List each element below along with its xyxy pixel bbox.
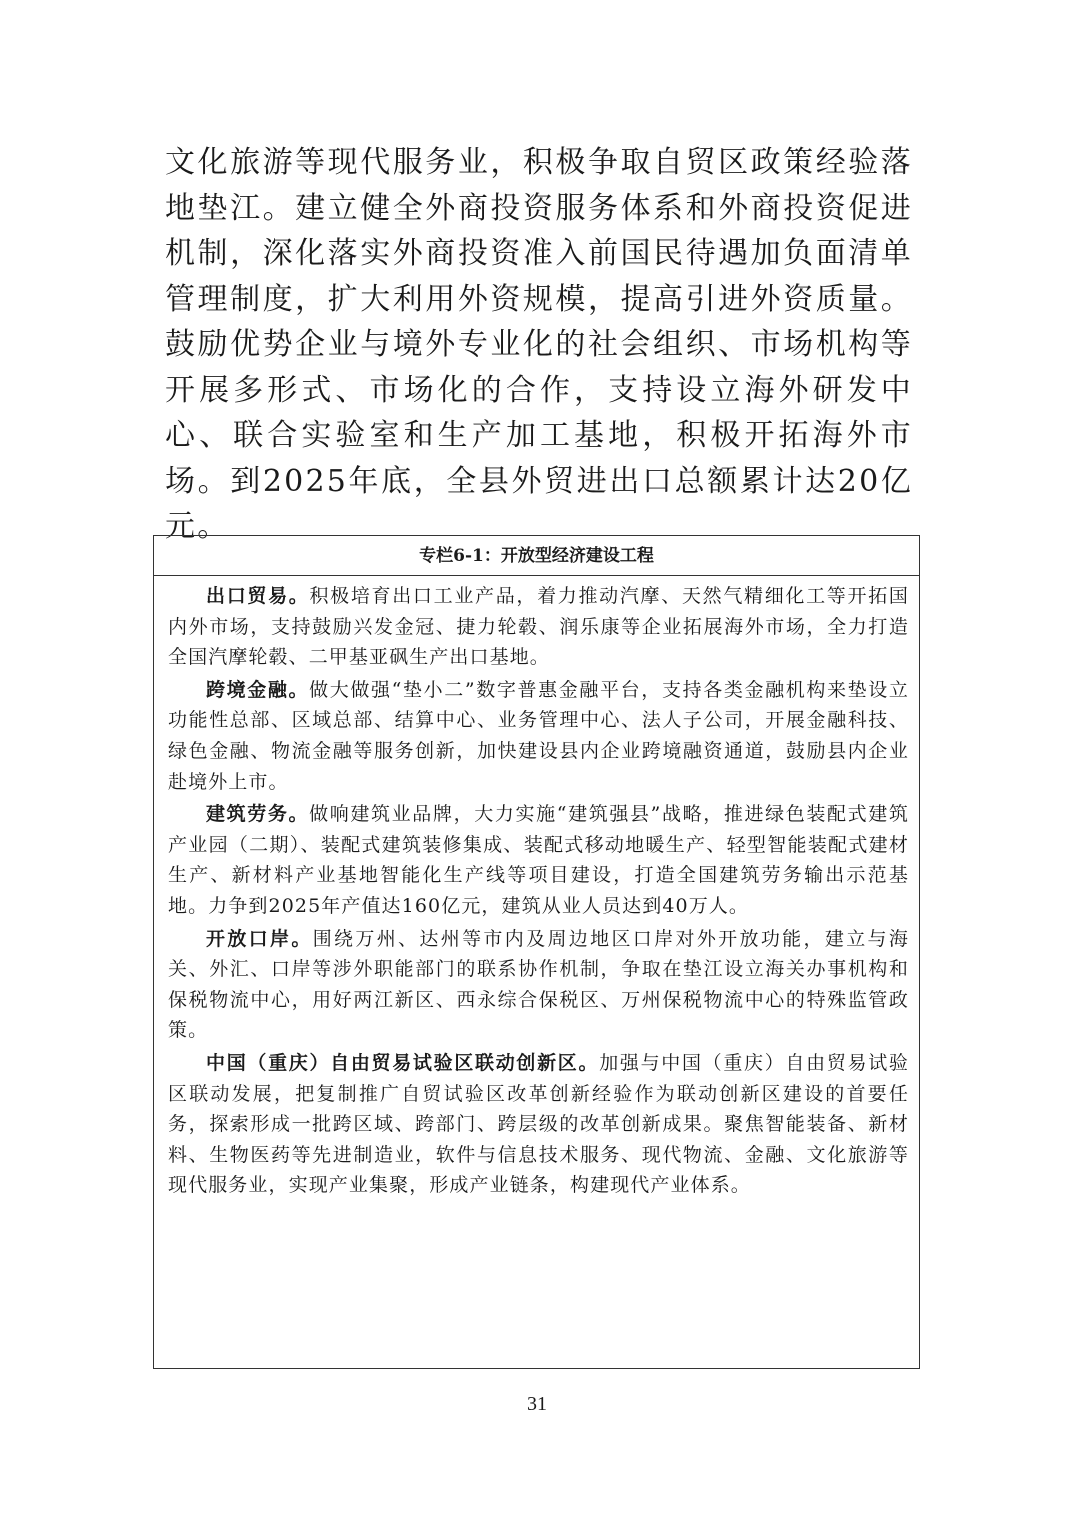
item-text: 做响建筑业品牌，大力实施“建筑强县”战略，推进绿色装配式建筑产业园（二期）、装配式建筑装修集成、装配式移动地暖生产、轻型智能装配式建材生产、新材料产业基地智能化生产线等项目建设，打造全国建筑劳务输出示范基地。力争到2025年产值达160亿元，建筑从业人员达到40万人。 [168,803,909,917]
item-lead: 出口贸易。 [206,585,310,607]
item-lead: 开放口岸。 [206,927,313,950]
item-text: 加强与中国（重庆）自由贸易试验区联动发展，把复制推广自贸试验区改革创新经验作为联动创新区建设的首要任务，探索形成一批跨区域、跨部门、跨层级的改革创新成果。聚焦智能装备、新材料、生物医药等先进制造业，软件与信息技术服务、现代物流、金融、文化旅游等现代服务业，实现产业集聚，形成产业链条，构建现代产业体系。 [168,1051,909,1197]
page-number: 31 [527,1393,547,1415]
box-item-construction-labor [168,797,909,921]
item-text: 做大做强“垫小二”数字普惠金融平台，支持各类金融机构来垫设立功能性总部、区域总部、结算中心、业务管理中心、法人子公司，开展金融科技、绿色金融、物流金融等服务创新，加快建设县内企业跨境融资通道，鼓励县内企业赴境外上市。 [168,678,909,793]
item-lead: 中国（重庆）自由贸易试验区联动创新区。 [206,1051,600,1074]
box-item-export-trade [168,579,909,673]
box-item-open-port [168,922,909,1046]
item-text: 围绕万州、达州等市内及周边地区口岸对外开放功能，建立与海关、外汇、口岸等涉外职能部门的联系协作机制，争取在垫江设立海关办事机构和保税物流中心，用好两江新区、西永综合保税区、万州保税物流中心的特殊监管政策。 [168,927,909,1042]
box-item-cross-border-finance [168,673,909,797]
item-lead: 建筑劳务。 [206,803,310,826]
body-paragraph: 文化旅游等现代服务业，积极争取自贸区政策经验落地垫江。建立健全外商投资服务体系和外商投资促进机制，深化落实外商投资准入前国民待遇加负面清单管理制度，扩大利用外资规模，提高引进外资质量。鼓励优势企业与境外专业化的社会组织、市场机构等开展多形式、市场化的合作，支持设立海外研发中心、联合实验室和生产加工基地，积极开拓海外市场。到2025年底，全县外贸进出口总额累计达20亿元。 [165,145,913,544]
feature-box [153,535,920,1369]
item-text: 积极培育出口工业产品，着力推动汽摩、天然气精细化工等开拓国内外市场，支持鼓励兴发金冠、捷力轮毂、润乐康等企业拓展海外市场，全力打造全国汽摩轮毂、二甲基亚砜生产出口基地。 [168,585,909,669]
feature-box-body [154,576,919,1201]
item-lead: 跨境金融。 [206,678,310,701]
feature-box-title: 专栏6-1：开放型经济建设工程 [154,536,919,576]
box-item-ftz-innovation-zone [168,1046,909,1201]
